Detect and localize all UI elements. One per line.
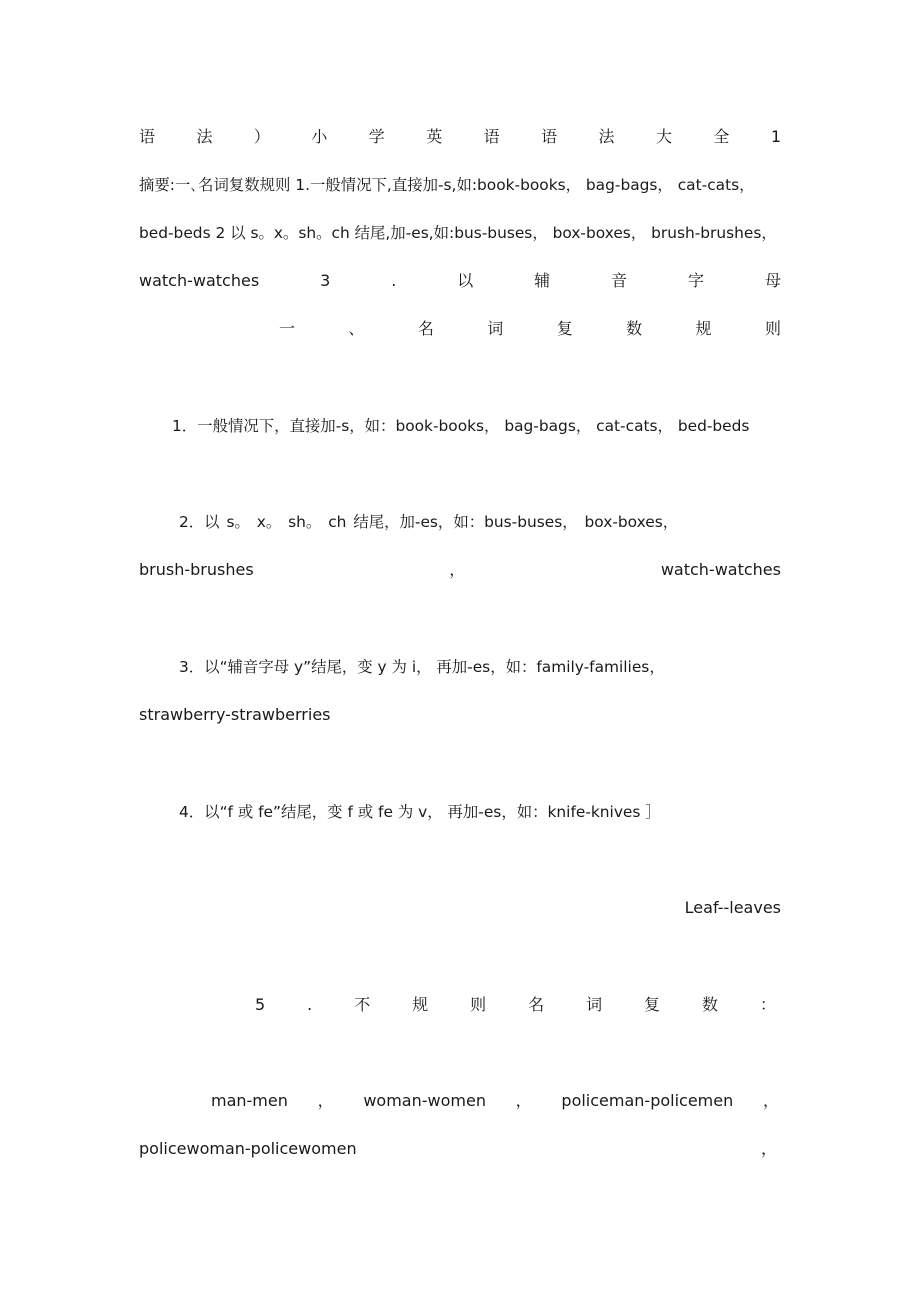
irregular-token: ， <box>515 1091 532 1110</box>
title-char: 法 <box>196 127 213 146</box>
summary-line-3 <box>139 268 781 294</box>
summary-line-2: bed-beds 2 以 s。x。sh。ch 结尾,加-es,如:bus-buses， box-boxes， brush-brushes， <box>139 224 777 242</box>
heading-char: 复 <box>556 319 573 338</box>
rule-5-char: 复 <box>644 995 661 1014</box>
title-char: 全 <box>713 127 730 146</box>
irregular-token: woman-women <box>363 1091 486 1110</box>
irregular-token: ， <box>762 1091 779 1110</box>
summary-token: 母 <box>764 271 781 290</box>
rule-5-char: 5 <box>255 995 266 1014</box>
title-char: 语 <box>483 127 500 146</box>
heading-char: 数 <box>626 319 643 338</box>
heading-char: 一 <box>279 319 296 338</box>
title-char: 法 <box>598 127 615 146</box>
summary-token: 3 <box>320 271 331 290</box>
heading-char: 词 <box>487 319 504 338</box>
document-title <box>139 124 781 150</box>
summary-token: . <box>391 271 397 290</box>
summary-token: 辅 <box>534 271 551 290</box>
rule-3-line-1: 3．以“辅音字母 y”结尾，变 y 为 i， 再加-es，如：family-families， <box>179 658 665 676</box>
rule-3-line-2: strawberry-strawberries <box>139 705 331 724</box>
rule-5-char: 则 <box>470 995 487 1014</box>
summary-token: 字 <box>688 271 705 290</box>
title-char: 语 <box>139 127 156 146</box>
title-char: 1 <box>770 127 781 146</box>
rule-5-char: 规 <box>412 995 429 1014</box>
summary-line-1: 摘要:一､名词复数规则 1.一般情况下,直接加-s,如:book-books， bag-bags， cat-cats， <box>139 176 755 194</box>
title-char: 语 <box>541 127 558 146</box>
heading-char: 、 <box>348 319 365 338</box>
irregular-token: ， <box>317 1091 334 1110</box>
rule-2-token: ， <box>449 560 466 579</box>
irregular-token: man-men <box>211 1091 288 1110</box>
summary-token: 音 <box>611 271 628 290</box>
rule-2-token: brush-brushes <box>139 560 254 579</box>
title-char: 小 <box>311 127 328 146</box>
section-heading <box>279 316 781 342</box>
rule-5-char: ： <box>759 995 776 1014</box>
irregular-token: ， <box>760 1139 777 1158</box>
rule-5-char: 词 <box>586 995 603 1014</box>
summary-token: 以 <box>457 271 474 290</box>
irregular-line-2 <box>139 1136 777 1162</box>
heading-char: 则 <box>764 319 781 338</box>
rule-1: 1．一般情况下，直接加-s，如：book-books， bag-bags， cat-cats， bed-beds <box>172 417 750 435</box>
rule-5-char: 名 <box>528 995 545 1014</box>
title-char: 大 <box>655 127 672 146</box>
rule-2-line-1: 2．以 s。 x。 sh。 ch 结尾，加-es，如：bus-buses， box-boxes， <box>179 513 679 531</box>
title-char: ） <box>253 127 270 146</box>
rule-5-char: . <box>307 995 313 1014</box>
rule-2-token: watch-watches <box>660 560 781 579</box>
irregular-token: policeman-policemen <box>561 1091 734 1110</box>
irregular-token: policewoman-policewomen <box>139 1139 357 1158</box>
rule-5-char: 不 <box>354 995 371 1014</box>
rule-5-char: 数 <box>702 995 719 1014</box>
heading-char: 规 <box>695 319 712 338</box>
leaf-example: Leaf--leaves <box>684 898 781 917</box>
rule-4: 4．以“f 或 fe”结尾，变 f 或 fe 为 v， 再加-es，如：knife-knives ］ <box>179 803 661 821</box>
summary-token: watch-watches <box>139 271 260 290</box>
rule-2-line-2 <box>139 557 781 583</box>
rule-5-heading <box>255 992 776 1018</box>
irregular-line-1 <box>211 1088 779 1114</box>
title-char: 学 <box>368 127 385 146</box>
heading-char: 名 <box>417 319 434 338</box>
title-char: 英 <box>426 127 443 146</box>
